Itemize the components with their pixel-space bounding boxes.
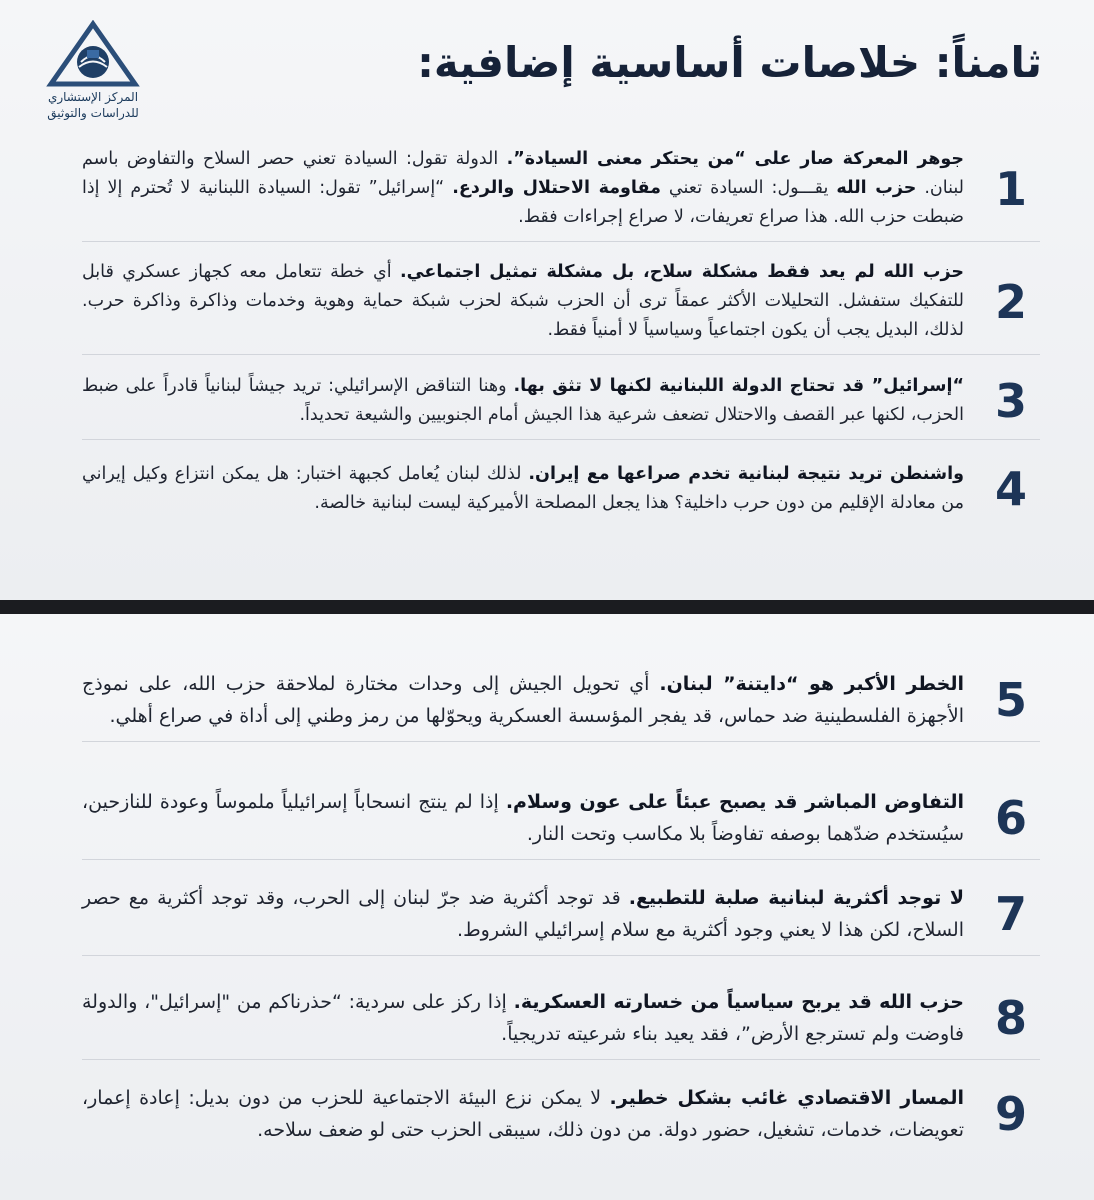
item-body: الدولة تقول: السيادة تعني حصر السلاح والتفاوض باسم لبنان.: [82, 149, 964, 198]
item-bold-lead: لا توجد أكثرية لبنانية صلبة للتطبيع.: [628, 887, 964, 909]
item-body-2: يقـــول: السيادة تعني: [660, 178, 837, 198]
logo-name-line1: المركز الإستشاري: [47, 90, 139, 104]
item-text: [82, 882, 982, 946]
item-bold-lead: “إسرائيل” قد تحتاج الدولة اللبنانية لكنها لا تثق بها.: [513, 376, 964, 396]
item-bold-3: مقاومة الاحتلال والردع.: [452, 178, 661, 198]
item-body: إذا ركز على سردية: “حذرناكم من "إسرائيل"، والدولة فاوضت ولم تسترجع الأرض”، فقد يعيد بناء شرعيته تدريجياً.: [82, 991, 964, 1045]
page-title: ثامناً: خلاصات أساسية إضافية:: [417, 38, 1042, 87]
logo-emblem-icon: [45, 20, 141, 88]
item-number: 8: [994, 991, 1027, 1045]
logo: [28, 20, 158, 120]
item-bold-lead: التفاوض المباشر قد يصبح عبئاً على عون وسلام.: [505, 791, 964, 813]
item-body: أي تحويل الجيش إلى وحدات مختارة لملاحقة حزب الله، على نموذج الأجهزة الفلسطينية ضد حماس، قد يفجر المؤسسة العسكرية ويحوّلها من رمز وطني إلى أداة في صراع أهلي.: [82, 673, 964, 727]
item-body: لذلك لبنان يُعامل كجبهة اختبار: هل يمكن انتزاع وكيل إيراني من معادلة الإقليم من دون حرب داخلية؟ هذا يجعل المصلحة الأميركية ليست لبنانية خالصة.: [82, 464, 964, 513]
list-item-2: [82, 258, 1040, 345]
list-item-5: [82, 668, 1040, 732]
item-text: [82, 668, 982, 732]
item-number: 9: [994, 1087, 1027, 1141]
item-text: [82, 786, 982, 850]
item-bold-lead: حزب الله قد يربح سياسياً من خسارته العسكرية.: [513, 991, 964, 1013]
list-item-7: [82, 882, 1040, 946]
item-number: 7: [994, 887, 1027, 941]
item-text: [82, 145, 982, 232]
item-number: 2: [994, 274, 1027, 329]
item-bold-lead: المسار الاقتصادي غائب بشكل خطير.: [609, 1087, 964, 1109]
item-number: 1: [994, 161, 1027, 216]
item-text: [82, 372, 982, 430]
item-text: [82, 1082, 982, 1146]
item-text: [82, 986, 982, 1050]
list-item-8: [82, 986, 1040, 1050]
bottom-panel: [0, 614, 1094, 1200]
list-item-3: [82, 372, 1040, 430]
item-text: [82, 258, 982, 345]
list-item-4: [82, 460, 1040, 518]
item-number: 4: [994, 462, 1027, 516]
item-body: إذا لم ينتج انسحاباً إسرائيلياً ملموساً وعودة للنازحين، سيُستخدم ضدّهما بوصفه تفاوضاً بلا مكاسب وتحت النار.: [82, 791, 964, 845]
item-number: 5: [994, 673, 1027, 727]
item-body: لا يمكن نزع البيئة الاجتماعية للحزب من دون بديل: إعادة إعمار، تعويضات، خدمات، تشغيل، حضور دولة. من دون ذلك، سيبقى الحزب حتى لو ضعف سلاحه.: [82, 1087, 964, 1141]
item-body: قد توجد أكثرية ضد جرّ لبنان إلى الحرب، وقد توجد أكثرية مع حصر السلاح، لكن هذا لا يعني وجود أكثرية مع سلام إسرائيلي الشروط.: [82, 887, 964, 941]
list-item-6: [82, 786, 1040, 850]
section-divider: [0, 600, 1094, 614]
item-bold-lead: جوهر المعركة صار على “من يحتكر معنى السيادة”.: [506, 149, 964, 169]
item-body: أي خطة تتعامل معه كجهاز عسكري قابل للتفكيك ستفشل. التحليلات الأكثر عمقاً ترى أن الحزب شبكة لحزب شبكة حماية وهوية وخدمات وذاكرة وذاكرة حرب. لذلك، البديل يجب أن يكون اجتماعياً وسياسياً لا أمنياً فقط.: [82, 262, 964, 340]
item-number: 3: [994, 374, 1027, 428]
item-bold-2: حزب الله: [836, 178, 917, 198]
list-item-1: [82, 145, 1040, 232]
item-text: [82, 460, 982, 518]
list-item-9: [82, 1082, 1040, 1146]
item-number: 6: [994, 791, 1027, 845]
logo-name-line2: للدراسات والتوثيق: [47, 106, 139, 120]
item-bold-lead: الخطر الأكبر هو “دايتنة” لبنان.: [659, 673, 964, 695]
item-bold-lead: حزب الله لم يعد فقط مشكلة سلاح، بل مشكلة تمثيل اجتماعي.: [400, 262, 964, 282]
item-body-3: “إسرائيل” تقول: السيادة اللبنانية لا تُحترم إلا إذا ضبطت حزب الله. هذا صراع تعريفات، لا صراع إجراءات فقط.: [82, 178, 964, 227]
item-body: وهنا التناقض الإسرائيلي: تريد جيشاً لبنانياً قادراً على ضبط الحزب، لكنها عبر القصف والاحتلال تضعف شرعية هذا الجيش أمام الجنوبيين والشيعة تحديداً.: [82, 376, 964, 425]
item-bold-lead: واشنطن تريد نتيجة لبنانية تخدم صراعها مع إيران.: [528, 464, 964, 484]
